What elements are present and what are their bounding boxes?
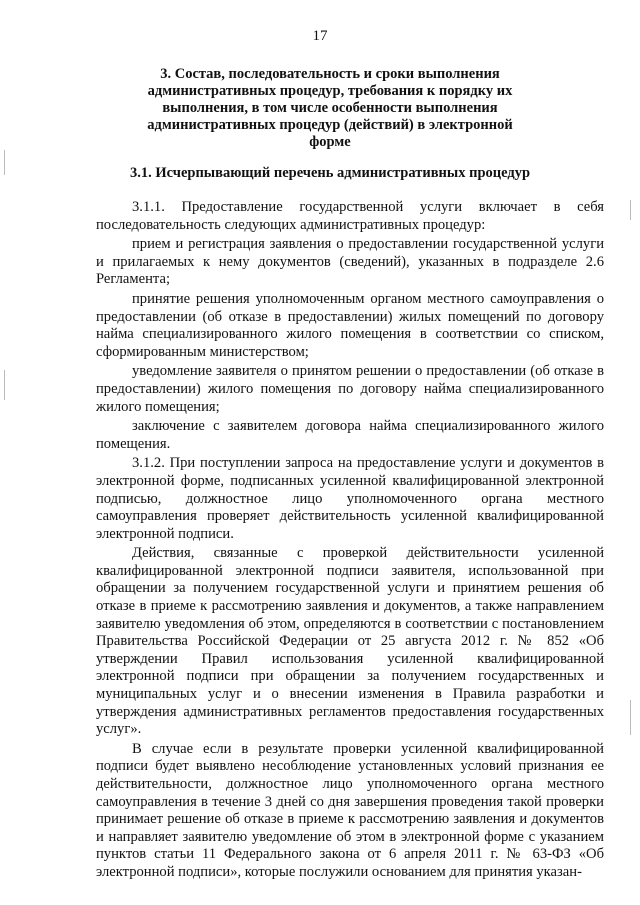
paragraph: Действия, связанные с проверкой действительности усиленной квалифицированной электронной подписи заявителя, использованной при обращении за получением государственной услуги и принятием решения об отказе в приеме к рассмотрению заявления и документов, а также направлением заявителю уведомления об этом, определяются в соответствии с постановлением Правительства Российской Федерации от 25 августа 2012 г. № 852 «Об утверждении Правил использования усиленной квалифицированной электронной подписи при обращении за получением государственных и муниципальных услуг и о внесении изменения в Правила разработки и утверждения административных регламентов предоставления государственных услуг». bbox=[96, 545, 604, 738]
scan-edge-mark bbox=[630, 700, 631, 735]
scan-edge-mark bbox=[4, 370, 5, 400]
paragraph: принятие решения уполномоченным органом местного самоуправления о предоставлении (об отказе в предоставлении) жилых помещений по договору найма специализированного жилого помещения в соответствии со списком, сформированным министерством; bbox=[96, 290, 604, 360]
scan-edge-mark bbox=[630, 200, 631, 220]
paragraph: 3.1.2. При поступлении запроса на предоставление услуги и документов в электронной форме, подписанных усиленной квалифицированной электронной подписью, должностное лицо уполномоченного органа местного самоуправления проверяет действительность усиленной квалифицированной электронной подписи. bbox=[96, 455, 604, 542]
page-number: 17 bbox=[312, 28, 328, 44]
subsection-title: 3.1. Исчерпывающий перечень административных процедур bbox=[129, 165, 531, 181]
paragraph: заключение с заявителем договора найма специализированного жилого помещения. bbox=[96, 418, 604, 452]
paragraph: В случае если в результате проверки усиленной квалифицированной подписи будет выявлено несоблюдение установленных условий признания ее действительности, должностное лицо уполномоченного органа местного самоуправления в течение 3 дней со дня завершения проведения такой проверки принимает решение об отказе в приеме к рассмотрению заявления и документов и направляет заявителю уведомление об этом в электронной форме с указанием пунктов статьи 11 Федерального закона от 6 апреля 2011 г. № 63-ФЗ «Об электронной подписи», которые послужили основанием для принятия указан- bbox=[96, 740, 604, 880]
section-title: 3. Состав, последовательность и сроки выполнения административных процедур, требования к порядку их выполнения, в том числе особенности выполнения административных процедур (действий) в электронной форме bbox=[147, 66, 513, 150]
document-body bbox=[96, 199, 604, 884]
paragraph: 3.1.1. Предоставление государственной услуги включает в себя последовательность следующих административных процедур: bbox=[96, 199, 604, 233]
paragraph: уведомление заявителя о принятом решении о предоставлении (об отказе в предоставлении) жилого помещения по договору найма специализированного жилого помещения; bbox=[96, 363, 604, 415]
paragraph: прием и регистрация заявления о предоставлении государственной услуги и прилагаемых к нему документов (сведений), указанных в подразделе 2.6 Регламента; bbox=[96, 236, 604, 288]
scan-edge-mark bbox=[4, 150, 5, 175]
